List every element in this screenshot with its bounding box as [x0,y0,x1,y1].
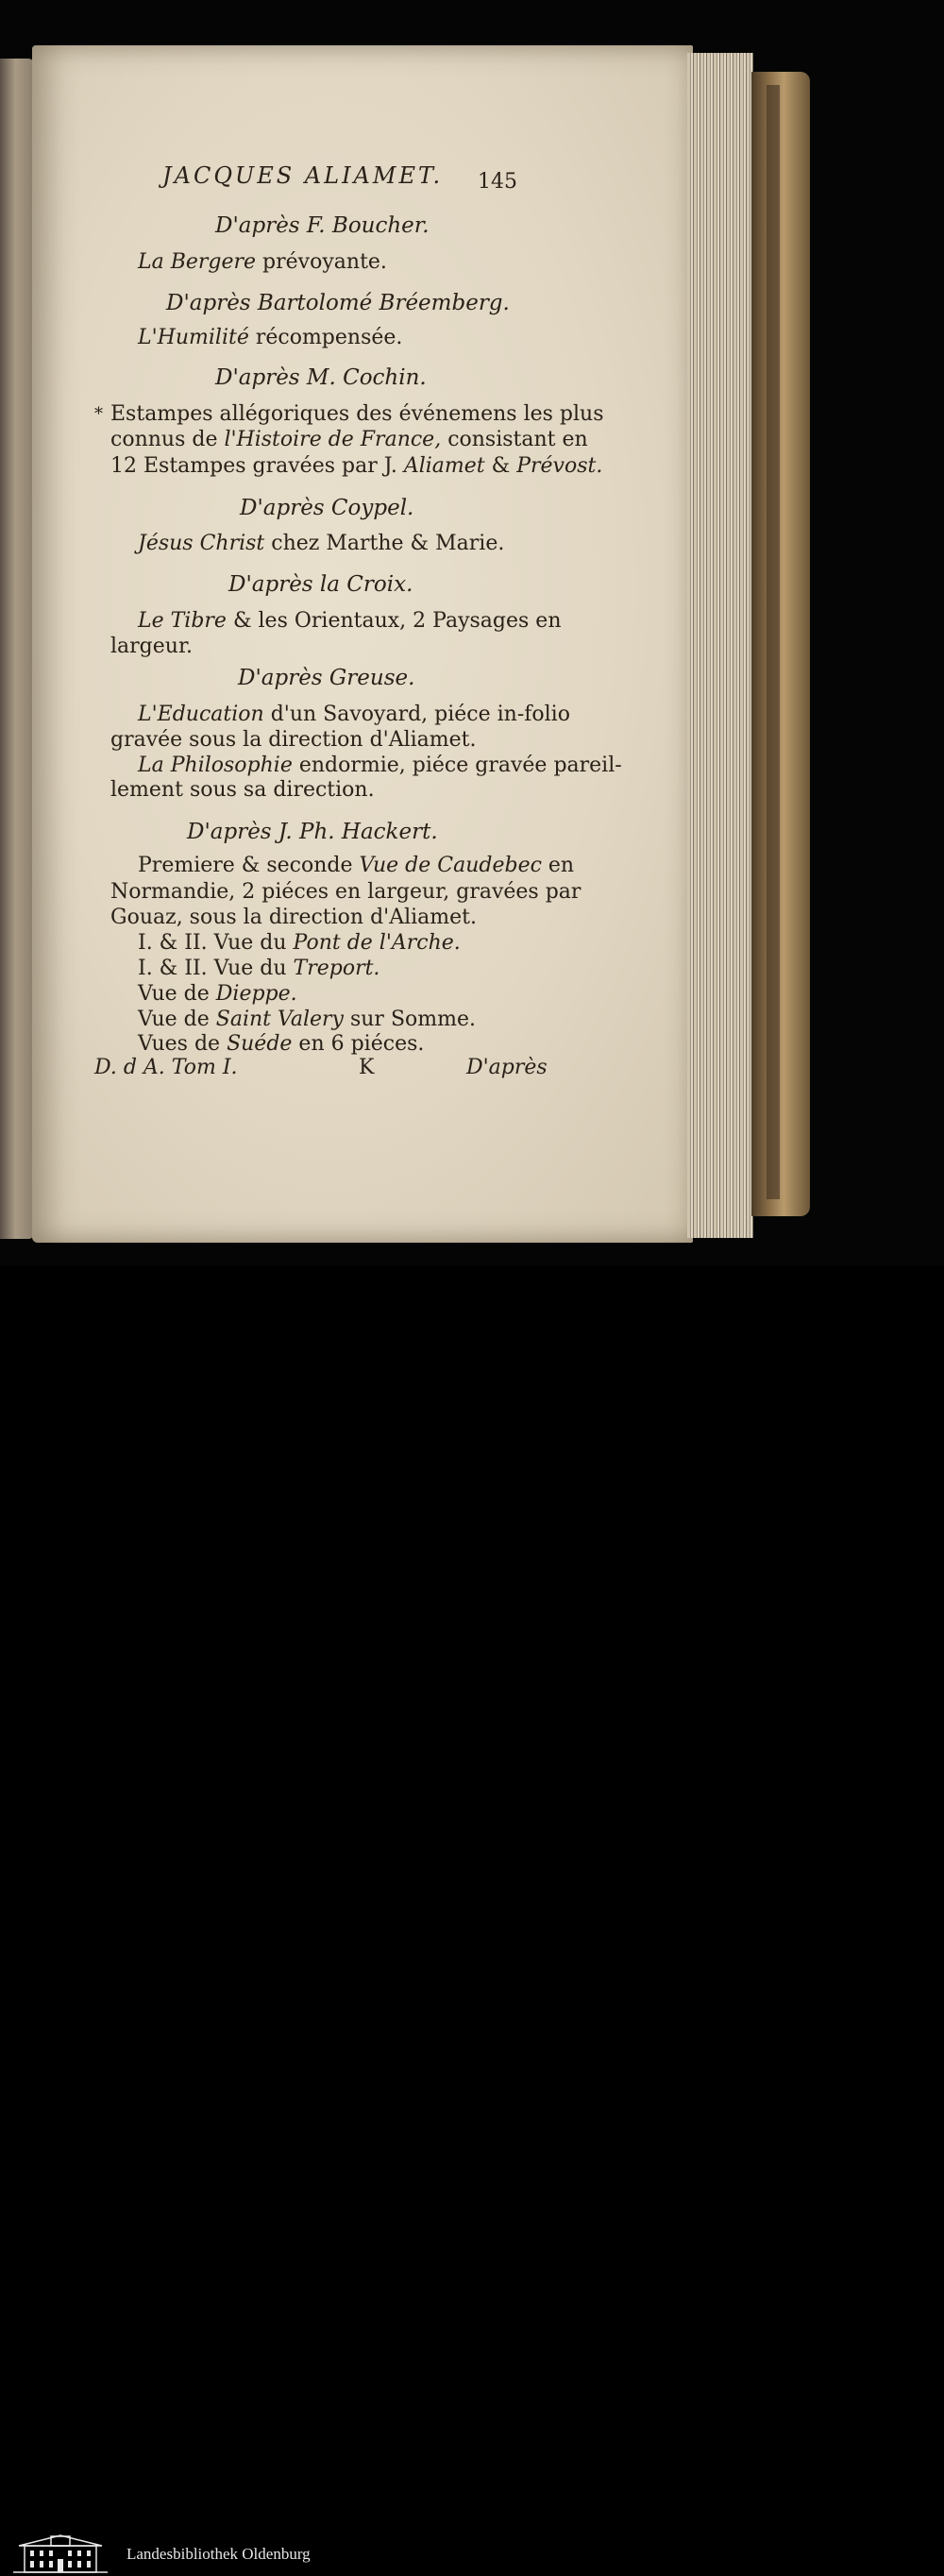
entry-line [138,957,379,981]
catchword: D'après [466,1056,548,1079]
text-segment: Normandie, 2 piéces en largeur, gravées par [110,880,582,904]
text-segment: Premiere & seconde [138,854,360,877]
entry-line [138,532,504,556]
italic-text: l'Histoire de France, [224,428,442,451]
italic-text: La Philosophie [138,754,293,777]
library-footer [0,1265,944,2563]
section-heading: D'après Bartolomé Bréemberg. [166,291,510,315]
entry-line [138,754,622,778]
text-segment: & les Orientaux, 2 Paysages en [226,609,562,633]
text-segment: Vue de [138,982,216,1006]
italic-text: Jésus Christ [138,532,265,555]
text-segment: endormie, piéce gravée pareil- [292,754,622,777]
text-segment: 12 Estampes gravées par J. [110,454,404,478]
page-number: 145 [478,170,517,194]
text-segment: connus de [110,428,225,451]
entry-line [110,454,602,479]
text-segment: largeur. [110,635,194,658]
section-heading: D'après F. Boucher. [215,213,430,238]
section-heading: D'après J. Ph. Hackert. [187,820,438,844]
italic-text: Treport. [293,957,380,980]
running-title: JACQUES ALIAMET. [162,162,444,189]
gathering-mark: K [359,1056,375,1079]
text-segment: sur Somme. [343,1008,476,1031]
text-segment: & [484,454,517,478]
entry-line [138,1008,476,1032]
section-heading: D'après M. Cochin. [215,365,427,390]
text-segment: Estampes allégoriques des événemens les plus [110,402,604,426]
entry-line [110,778,375,803]
section-heading: D'après Greuse. [238,666,415,690]
text-segment: I. & II. Vue du [138,957,294,980]
italic-text: Prévost. [516,454,603,478]
italic-text: Vue de Caudebec [359,854,542,877]
entry-line [138,250,387,275]
text-segment: chez Marthe & Marie. [264,532,505,555]
text-segment: en 6 piéces. [292,1032,425,1056]
italic-text: Le Tibre [138,609,227,633]
italic-text: Aliamet [403,454,485,478]
entry-line [110,880,581,905]
section-heading: D'après Coypel. [240,496,414,520]
text-segment: en [541,854,575,877]
entry-line [138,854,574,878]
text-segment: prévoyante. [256,250,387,274]
signature-mark: D. d A. Tom I. [94,1056,238,1079]
entry-line [138,931,461,956]
text-segment: lement sous sa direction. [110,778,375,802]
section-heading: D'après la Croix. [228,572,413,597]
entry-line [138,703,570,727]
italic-text: L'Humilité [138,326,249,349]
italic-text: L'Education [138,703,264,726]
entry-line [138,609,562,634]
italic-text: La Bergere [138,250,257,274]
text-segment: Vues de [138,1032,228,1056]
text-segment: Gouaz, sous la direction d'Aliamet. [110,906,477,929]
entry-line [110,728,477,753]
italic-text: Pont de l'Arche. [293,931,461,955]
entry-line [138,982,297,1007]
text-segment: I. & II. Vue du [138,931,294,955]
text-segment: Vue de [138,1008,216,1031]
italic-text: Dieppe. [215,982,297,1006]
text-segment: consistant en [441,428,588,451]
entry-line [110,635,193,659]
italic-text: Saint Valery [215,1008,344,1031]
text-segment: récompensée. [248,326,403,349]
entry-line [110,906,477,930]
entry-line [110,428,588,452]
library-building-icon [8,2533,113,2576]
library-name: Landesbibliothek Oldenburg [126,2545,311,2563]
entry-line [138,326,402,350]
entry-line [138,1032,424,1057]
asterisk-marker: * [94,404,103,424]
page-text [0,0,944,1265]
entry-line [110,402,604,427]
text-segment: d'un Savoyard, piéce in-folio [263,703,570,726]
text-segment: gravée sous la direction d'Aliamet. [110,728,477,752]
italic-text: Suéde [227,1032,293,1056]
